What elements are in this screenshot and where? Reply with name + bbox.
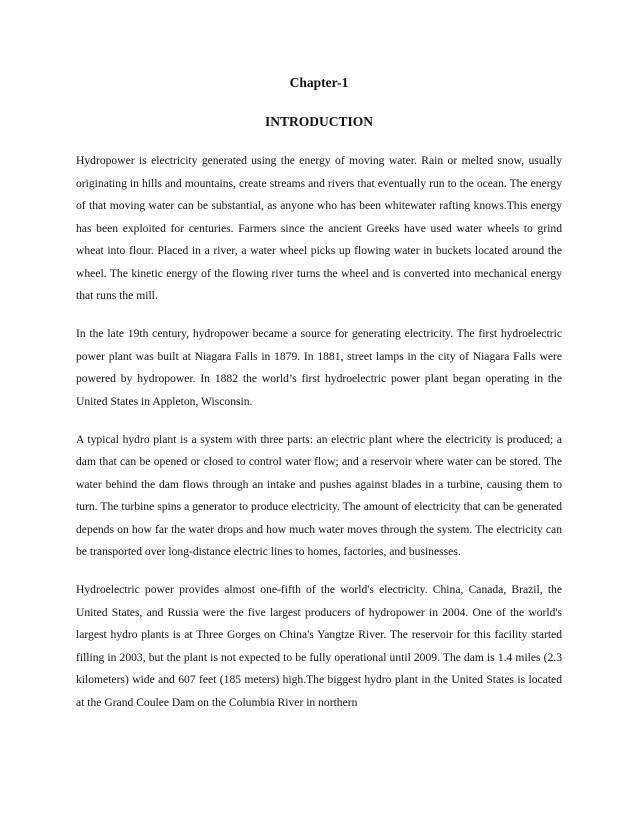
chapter-label: Chapter-1 xyxy=(289,75,349,90)
paragraph-4: Hydroelectric power provides almost one-fifth of the world's electricity. China, Canada, Brazil, the United States, and Russia were the five largest producers of hydropower in 2004. One of the world's largest hydro plants is at Three Gorges on China's Yangtze River. The reservoir for this facility started filling in 2003, but the plant is not expected to be fully operational until 2009. The dam is 1.4 miles (2.3 kilometers) wide and 607 feet (185 meters) high.The biggest hydro plant in the United States is located at the Grand Coulee Dam on the Columbia River in northern xyxy=(76,583,562,709)
paragraph-2: In the late 19th century, hydropower became a source for generating electricity. The first hydroelectric power plant was built at Niagara Falls in 1879. In 1881, street lamps in the city of Niagara Falls were powered by hydropower. In 1882 the world’s first hydroelectric power plant began operating in the United States in Appleton, Wisconsin. xyxy=(76,327,562,408)
paragraph-1: Hydropower is electricity generated using the energy of moving water. Rain or melted snow, usually originating in hills and mountains, create streams and rivers that eventually run to the ocean. The energy of that moving water can be substantial, as anyone who has been whitewater rafting knows.This energy has been exploited for centuries. Farmers since the ancient Greeks have used water wheels to grind wheat into flour. Placed in a river, a water wheel picks up flowing water in buckets located around the wheel. The kinetic energy of the flowing river turns the wheel and is converted into mechanical energy that runs the mill. xyxy=(76,154,562,302)
paragraph-3: A typical hydro plant is a system with three parts: an electric plant where the electricity is produced; a dam that can be opened or closed to control water flow; and a reservoir where water can be stored. The water behind the dam flows through an intake and pushes against blades in a turbine, causing them to turn. The turbine spins a generator to produce electricity. The amount of electricity that can be generated depends on how far the water drops and how much water moves through the system. The electricity can be transported over long-distance electric lines to homes, factories, and businesses. xyxy=(76,432,562,558)
chapter-title: INTRODUCTION xyxy=(264,114,373,129)
body-text xyxy=(76,150,562,730)
